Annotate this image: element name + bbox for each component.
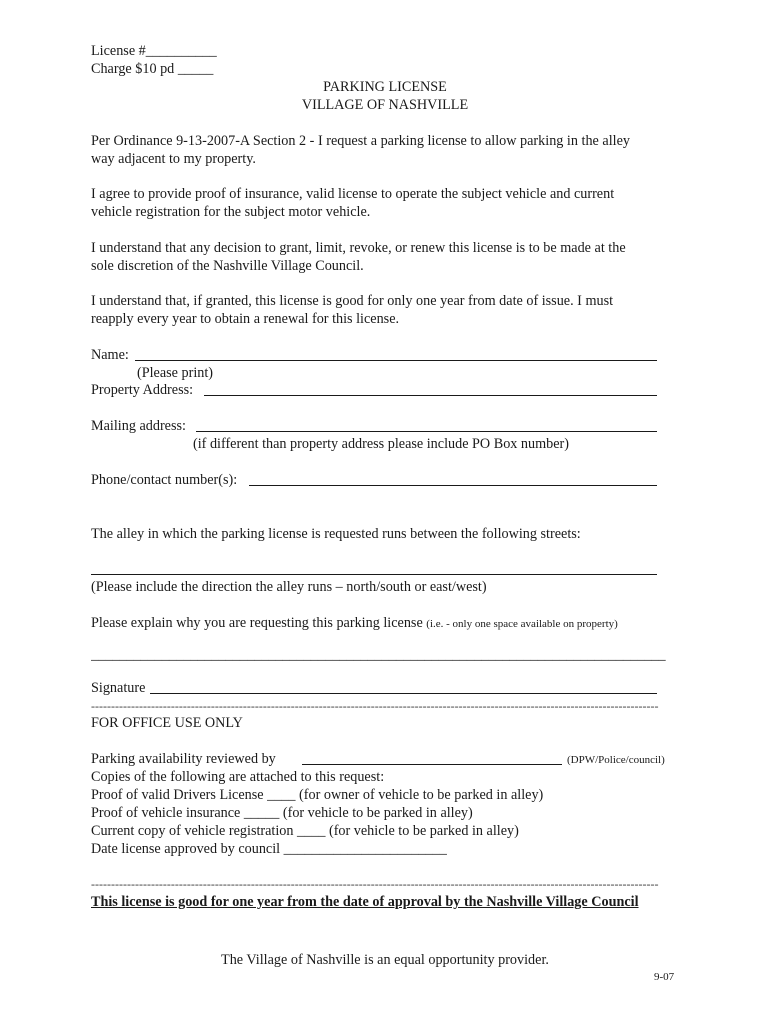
- mailing-address-hint: (if different than property address please include PO Box number): [193, 436, 569, 452]
- registration-proof: Current copy of vehicle registration ____ (for vehicle to be parked in alley): [91, 823, 519, 839]
- alley-hint: (Please include the direction the alley runs – north/south or east/west): [91, 579, 487, 595]
- signature-label: Signature: [91, 680, 146, 696]
- divider-dashed: ----------------------------------------------------------------------------------------------------------------------------------------------: [91, 700, 659, 712]
- paragraph-discretion-line1: I understand that any decision to grant, limit, revoke, or renew this license is to be made at the: [91, 240, 626, 256]
- form-subtitle: VILLAGE OF NASHVILLE: [301, 97, 469, 113]
- explain-hint: (i.e. - only one space available on property): [426, 618, 618, 630]
- reviewed-by-label: Parking availability reviewed by: [91, 751, 276, 767]
- validity-notice: This license is good for one year from the date of approval by the Nashville Village Council: [91, 894, 639, 910]
- explain-input-line[interactable]: _________________________________________________________________________________: [91, 647, 666, 663]
- license-number-field: License #__________: [91, 43, 217, 59]
- name-hint: (Please print): [137, 365, 214, 381]
- reviewed-by-hint: (DPW/Police/council): [567, 754, 665, 766]
- equal-opportunity-statement: The Village of Nashville is an equal opportunity provider.: [221, 952, 549, 968]
- paragraph-discretion-line2: sole discretion of the Nashville Village Council.: [91, 258, 364, 274]
- explain-question: [91, 614, 618, 633]
- mailing-address-input-line[interactable]: [196, 431, 657, 432]
- drivers-license-proof: Proof of valid Drivers License ____ (for owner of vehicle to be parked in alley): [91, 787, 544, 803]
- paragraph-renewal-line2: reapply every year to obtain a renewal for this license.: [91, 311, 400, 327]
- explain-question-text: Please explain why you are requesting this parking license: [91, 615, 423, 631]
- paragraph-ordinance-line1: Per Ordinance 9-13-2007-A Section 2 - I request a parking license to allow parking in the alley: [91, 133, 630, 149]
- reviewed-by-input-line[interactable]: [302, 764, 562, 765]
- name-label: Name:: [91, 347, 129, 363]
- paragraph-ordinance-line2: way adjacent to my property.: [91, 151, 256, 167]
- council-approval-date: Date license approved by council _______________________: [91, 841, 447, 857]
- name-input-line[interactable]: [135, 360, 657, 361]
- divider-dashed-footer: ----------------------------------------------------------------------------------------------------------------------------------------------: [91, 878, 659, 890]
- form-version: 9-07: [654, 971, 675, 983]
- alley-question: The alley in which the parking license is requested runs between the following streets:: [91, 526, 581, 542]
- paragraph-insurance-line2: vehicle registration for the subject motor vehicle.: [91, 204, 371, 220]
- copies-attached-text: Copies of the following are attached to this request:: [91, 769, 385, 785]
- phone-input-line[interactable]: [249, 485, 657, 486]
- insurance-proof: Proof of vehicle insurance _____ (for vehicle to be parked in alley): [91, 805, 473, 821]
- phone-label: Phone/contact number(s):: [91, 472, 238, 488]
- office-use-heading: FOR OFFICE USE ONLY: [91, 715, 243, 731]
- charge-field: Charge $10 pd _____: [91, 61, 214, 77]
- paragraph-insurance-line1: I agree to provide proof of insurance, valid license to operate the subject vehicle and current: [91, 186, 615, 202]
- paragraph-renewal-line1: I understand that, if granted, this license is good for only one year from date of issue. I must: [91, 293, 614, 309]
- property-address-label: Property Address:: [91, 382, 194, 398]
- alley-streets-input-line[interactable]: [91, 574, 657, 575]
- mailing-address-label: Mailing address:: [91, 418, 186, 434]
- signature-input-line[interactable]: [150, 693, 657, 694]
- property-address-input-line[interactable]: [204, 395, 657, 396]
- form-title: PARKING LICENSE: [323, 79, 447, 95]
